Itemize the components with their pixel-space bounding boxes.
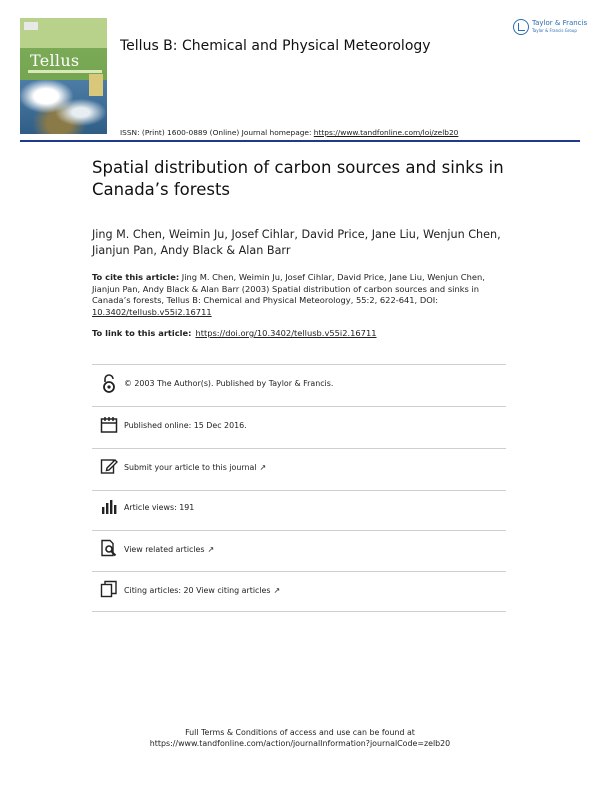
cover-title: Tellus (30, 51, 80, 70)
article-authors: Jing M. Chen, Weimin Ju, Josef Cihlar, David Price, Jane Liu, Wenjun Chen, Jianjun Pan, Andy Black & Alan Barr (92, 228, 501, 257)
copy-documents-icon[interactable] (100, 580, 118, 598)
divider (92, 490, 506, 491)
submit-article-link[interactable] (124, 463, 334, 474)
citation-block (92, 272, 512, 318)
article-views: Article views: 191 (124, 503, 195, 512)
publisher-logo-icon (513, 19, 529, 35)
calendar-icon (100, 416, 118, 434)
published-date: Published online: 15 Dec 2016. (124, 421, 247, 430)
footer (100, 727, 500, 749)
divider (92, 571, 506, 572)
divider (92, 406, 506, 407)
article-link-line (92, 328, 377, 338)
divider (92, 530, 506, 531)
divider (92, 611, 506, 612)
open-access-icon (100, 374, 118, 392)
footer-terms-text: Full Terms & Conditions of access and use can be found at (185, 728, 415, 737)
citing-articles-link[interactable] (124, 586, 334, 597)
citation-doi-link[interactable]: 10.3402/tellusb.v55i2.16711 (92, 306, 212, 317)
external-link-icon: ↗ (273, 586, 281, 595)
journal-title[interactable]: Tellus B: Chemical and Physical Meteorology (120, 38, 431, 54)
cover-rule (28, 70, 102, 73)
search-document-icon[interactable] (100, 539, 118, 557)
header-divider (20, 140, 580, 142)
external-link-icon: ↗ (259, 463, 267, 472)
cover-logo (24, 22, 38, 30)
citation-label: To cite this article: (92, 272, 180, 282)
article-doi-link[interactable]: https://doi.org/10.3402/tellusb.v55i2.16711 (195, 328, 377, 338)
article-link-label: To link to this article: (92, 328, 192, 338)
journal-homepage-link[interactable]: https://www.tandfonline.com/loi/zelb20 (313, 128, 459, 137)
footer-terms-link[interactable]: https://www.tandfonline.com/action/journalInformation?journalCode=zelb20 (149, 739, 451, 748)
publisher-tagline: Taylor & Francis Group (532, 28, 577, 33)
article-title: Spatial distribution of carbon sources and sinks in Canada’s forests (92, 158, 504, 199)
copyright-text: © 2003 The Author(s). Published by Taylor & Francis. (124, 379, 334, 388)
related-articles-link[interactable] (124, 545, 334, 556)
divider (92, 364, 506, 365)
publisher-logo[interactable] (513, 17, 588, 41)
external-link-icon: ↗ (207, 545, 215, 554)
citing-articles-label: Citing articles: 20 View citing articles (124, 586, 271, 595)
divider (92, 448, 506, 449)
citation-text: Jing M. Chen, Weimin Ju, Josef Cihlar, David Price, Jane Liu, Wenjun Chen, Jianjun Pan, Andy Black & Alan Barr (2003) Spatial distribution of carbon sources and sinks in Canada’s forests, Tellus B: Chemical and Physical Meteorology, 55:2, 622-641, DOI: (92, 272, 485, 306)
related-articles-label: View related articles (124, 545, 205, 554)
cover-thumbnail (89, 74, 103, 96)
journal-cover (20, 18, 107, 134)
issn-text: ISSN: (Print) 1600-0889 (Online) Journal homepage: (120, 128, 314, 137)
submit-article-label: Submit your article to this journal (124, 463, 257, 472)
bar-chart-icon (100, 498, 118, 516)
edit-icon[interactable] (100, 457, 118, 475)
issn-line (120, 128, 458, 137)
publisher-name: Taylor & Francis (532, 19, 588, 27)
